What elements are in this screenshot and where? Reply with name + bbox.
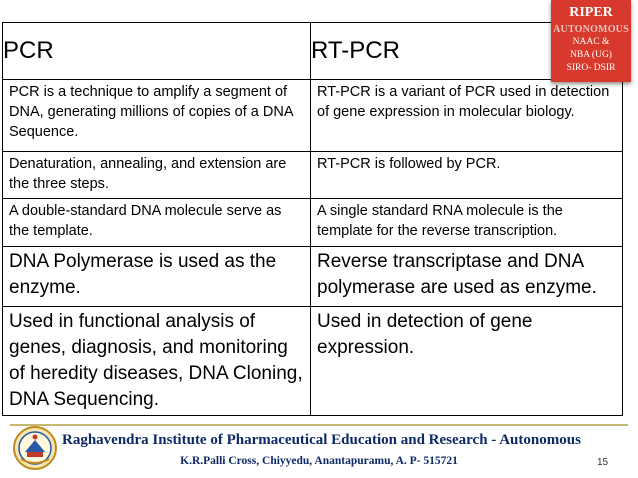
pcr-steps-cell: Denaturation, annealing, and extension are the three steps. xyxy=(3,152,311,199)
badge-title: RIPER xyxy=(569,5,613,20)
pcr-uses-cell: Used in functional analysis of genes, diagnosis, and monitoring of heredity diseases, DNA Cloning, DNA Sequencing. xyxy=(3,307,311,416)
table-row xyxy=(3,199,623,247)
institution-name: Raghavendra Institute of Pharmaceutical Education and Research - Autonomous xyxy=(62,432,581,448)
table-row xyxy=(3,307,623,416)
badge-line-nba: NBA (UG) xyxy=(570,50,612,60)
badge-subtitle: AUTONOMOUS xyxy=(553,24,629,35)
badge-line-siro: SIRO- DSIR xyxy=(566,63,616,73)
table-row xyxy=(3,152,623,199)
table-row xyxy=(3,80,623,152)
page-number: 15 xyxy=(597,457,609,468)
rtpcr-steps-cell: RT-PCR is followed by PCR. xyxy=(311,152,623,199)
rtpcr-template-cell: A single standard RNA molecule is the template for the reverse transcription. xyxy=(311,199,623,247)
rtpcr-enzyme-cell: Reverse transcriptase and DNA polymerase are used as enzyme. xyxy=(311,247,623,307)
pcr-definition-cell: PCR is a technique to amplify a segment of DNA, generating millions of copies of a DNA Sequence. xyxy=(3,80,311,152)
header-pcr: PCR xyxy=(3,23,311,80)
header-rt-pcr: RT-PCR xyxy=(311,23,623,80)
table-header-row xyxy=(3,23,623,80)
rtpcr-definition-cell: RT-PCR is a variant of PCR used in detection of gene expression in molecular biology. xyxy=(311,80,623,152)
footer-divider xyxy=(10,424,628,426)
pcr-enzyme-cell: DNA Polymerase is used as the enzyme. xyxy=(3,247,311,307)
badge-line-naac: NAAC & xyxy=(572,37,610,47)
comparison-table xyxy=(2,22,623,416)
pcr-template-cell: A double-standard DNA molecule serve as the template. xyxy=(3,199,311,247)
rtpcr-uses-cell: Used in detection of gene expression. xyxy=(311,307,623,416)
institution-address: K.R.Palli Cross, Chiyyedu, Anantapuramu, A. P- 515721 xyxy=(180,455,458,467)
table-row xyxy=(3,247,623,307)
accreditation-badge xyxy=(551,0,631,82)
